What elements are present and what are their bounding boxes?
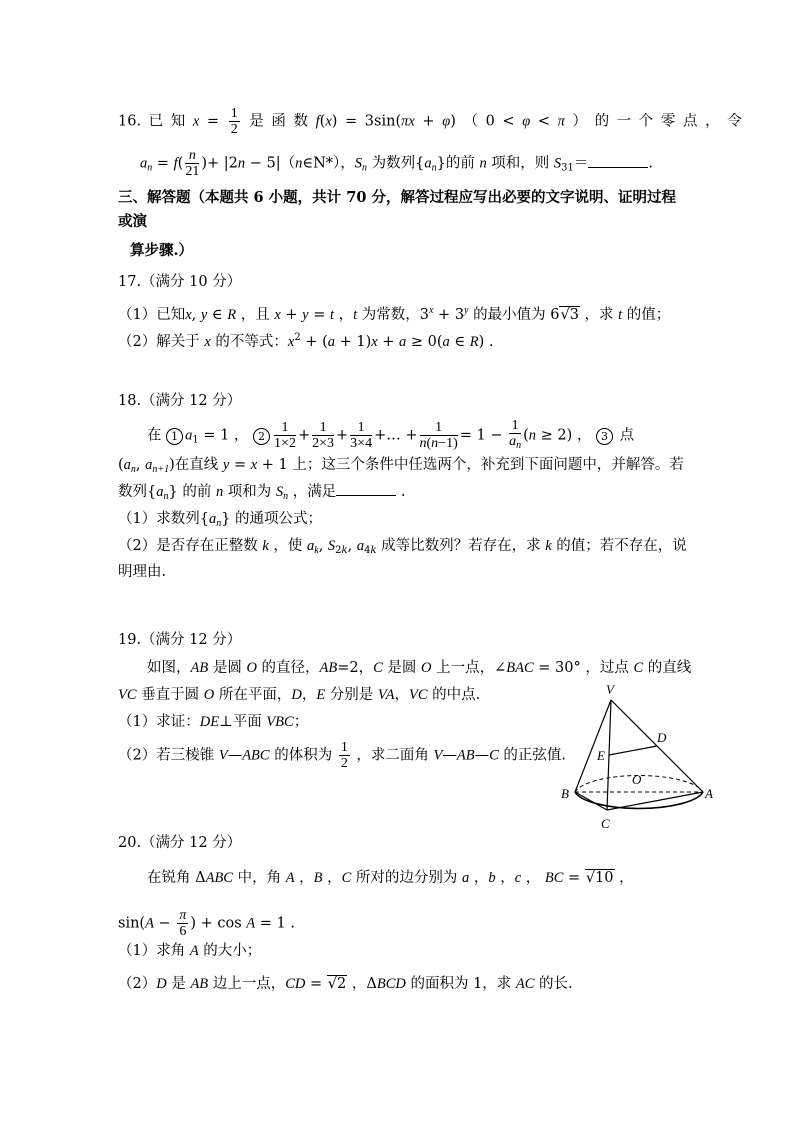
q19-line1: 如图，AB 是圆 O 的直径，AB=2，C 是圆 O 上一点，∠BAC = 30° ，过点 C 的直线 bbox=[147, 660, 692, 676]
q16-line1: 16. 已 知 x = $\frac{1}{2}$ 是 函 数 f(x) = 3sin(πx + φ) （ 0 < φ < π ） 的 一 个 零 点 ， 令 bbox=[118, 106, 742, 137]
label-a: A bbox=[705, 786, 713, 801]
base-circle-front bbox=[575, 792, 703, 809]
q17-part2: （2）解关于 x 的不等式：$x^2 + (a + 1)x + a \ge 0(a$ ∈ R) . bbox=[118, 332, 494, 350]
label-b: B bbox=[561, 786, 569, 801]
section3-title: 三、解答题（本题共 6 小题，共计 70 分，解答过程应写出必要的文字说明、证明过程 bbox=[118, 189, 676, 206]
q20-part1: （1）求角 A 的大小； bbox=[118, 943, 262, 959]
segment-de bbox=[609, 746, 657, 755]
q16-line2: $a_n = f$( $\frac{n}{21}$ )+ |2n − 5|（n∈N*），$S_n$ 为数列$\{a_n\}$的前 n 项和，则 $S_{31}=$ . bbox=[140, 148, 654, 179]
q18-line3: 数列$\{a_n\}$ 的前 n 项和为 $S_n$ ，满足 . bbox=[118, 481, 405, 507]
q18-part2: （2）是否存在正整数 k ，使 $a_k$, $S_{2k}$, $a_{4k}$ 成等比数列？若存在，求 k 的值；若不存在，说 bbox=[118, 538, 687, 556]
q19-geometry-figure bbox=[555, 680, 715, 835]
q18-header: 18.（满分 12 分） bbox=[118, 393, 242, 409]
q18-part1: （1）求数列$\{a_n\}$ 的通项公式； bbox=[118, 511, 323, 529]
q20-part2: （2）D 是 AB 边上一点，CD = √2 ，ΔBCD 的面积为 1，求 AC 的长. bbox=[118, 976, 573, 992]
q18-line1: 在 1 $a_1 = 1$ ， 2 $\frac{1}{1\times 2}$ + $\frac{1}{2\times 3}$ + $\frac{1}{3\times 4}$ +… + $\frac{1}{n(n-1)}$ = 1 − $\frac{1}{a_n}$ (n ≥ 2) ， 3 点 bbox=[147, 418, 635, 451]
edge-bc bbox=[575, 792, 607, 810]
q19-header: 19.（满分 12 分） bbox=[118, 632, 242, 648]
q20-line1: 在锐角 ΔABC 中，角 A ，B ，C 所对的边分别为 a ，b ，c ， BC = √10 ， bbox=[147, 870, 634, 886]
q20-header: 20.（满分 12 分） bbox=[118, 835, 242, 851]
q17-header: 17.（满分 10 分） bbox=[118, 274, 242, 290]
label-d: D bbox=[657, 730, 667, 745]
edge-vb bbox=[575, 700, 611, 792]
label-e: E bbox=[597, 748, 605, 763]
q20-line2: sin(A − $\frac{\pi}{6}$ ) + cos A = 1 . bbox=[118, 908, 295, 939]
label-o: O bbox=[632, 772, 642, 787]
q19-line2: VC 垂直于圆 O 所在平面，D，E 分别是 VA，VC 的中点. bbox=[118, 687, 481, 703]
label-c: C bbox=[601, 816, 610, 831]
q17-part1: （1）已知x, y ∈ R ，且 x + y = t ，t 为常数，$3^x + 3^y$ 的最小值为 6√3 ，求 t 的值； bbox=[118, 305, 671, 323]
q19-part1: （1）求证：DE⊥平面 VBC； bbox=[118, 714, 309, 730]
q18-line2: ($a_n$, $a_{n+1}$)在直线 y = x + 1 上；这三个条件中任选两个，补充到下面问题中，并解答。若 bbox=[118, 457, 684, 475]
q19-part2: （2）若三棱锥 V—ABC 的体积为 $\frac{1}{2}$ ，求二面角 V—AB—C 的正弦值. bbox=[118, 740, 566, 771]
section3-title-wrap: 或演 bbox=[118, 213, 147, 230]
label-v: V bbox=[606, 682, 614, 697]
section3-title-cont: 算步骤.） bbox=[130, 242, 194, 259]
q18-part2-cont: 明理由. bbox=[118, 564, 167, 580]
